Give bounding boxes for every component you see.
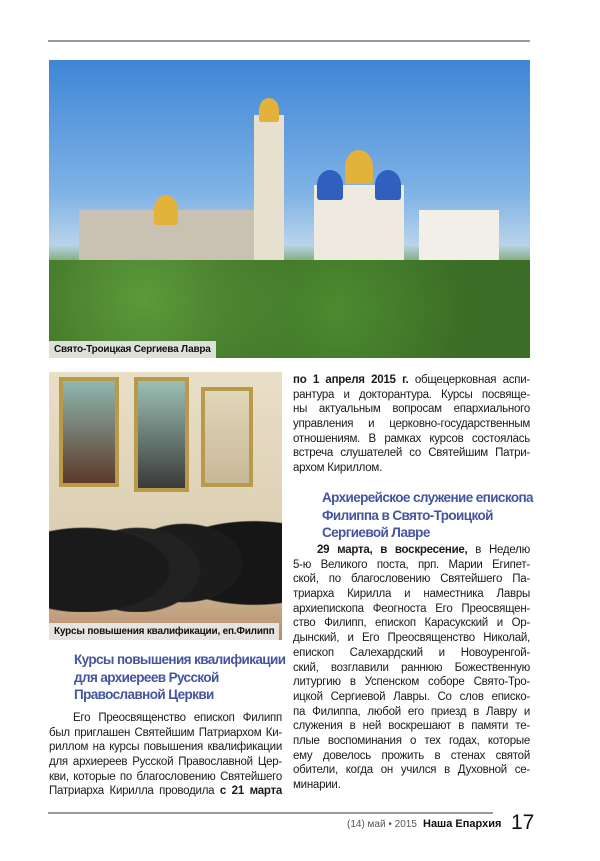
issue-date: (14) май • 2015 [347,819,417,830]
text-line [293,690,530,705]
blue-dome [375,170,401,200]
text-line [49,711,282,726]
text: ны актуальным вопросам епархиального [293,403,530,416]
text-line [293,432,530,447]
text: встреча слушателей со Святейшим Патри- [293,447,530,460]
text-line [293,734,530,749]
text-line [293,616,530,631]
magazine-name: Наша Епархия [423,818,502,830]
article-heading-line: Филиппа в Свято-Троицкой [322,507,493,523]
bold-text: по 1 апреля 2015 г. [293,374,409,386]
text: ский, возглавили раннюю Божественную [293,661,530,674]
article-heading-line: Курсы повышения квалификации [74,652,286,667]
text: архом Кириллом. [293,462,383,475]
clergy-figures [49,472,282,612]
text: ство Филипп, епископ Карасукский и Ор- [293,617,530,630]
text: отношениям. В рамках курсов состоялась [293,432,530,445]
text: па Филиппа, любой его приезд в Лавру и [293,705,530,718]
text-line [49,740,282,755]
text: для архиереев Русской Православной Цер- [49,756,282,769]
bottom-rule [48,812,493,814]
icon-christ [59,377,119,487]
blue-dome [317,170,343,200]
text: кви, которые по благословению Святейшего [49,770,282,783]
text-line [293,661,530,676]
text: был приглашен Святейшим Патриархом Ки- [49,726,282,739]
text-line [293,417,530,432]
text: общецерковная аспи- [408,374,530,386]
text-line [293,587,530,602]
article1-body-left [49,711,282,799]
text: Его Преосвященство епископ Филипп [73,712,282,724]
text: епископ Салехардский и Новоуренгой- [293,646,530,659]
text: минарии. [293,779,341,791]
text-line [49,755,282,770]
text-line [293,558,530,573]
text-line [293,646,530,661]
text-line [49,726,282,741]
article-heading-line: Архиерейское служение епископа [322,490,533,505]
text: в Неделю [467,544,530,556]
text-line [293,446,530,461]
text: риллом на курсы повышения квалификации [49,741,282,754]
page-number: 17 [511,811,535,834]
text-line [293,719,530,734]
article-heading-line: Православной Церкви [74,687,214,702]
text: плые воспоминания о тех годах, которые [293,734,530,747]
photo-caption: Свято-Троицкая Сергиева Лавра [49,341,216,358]
text-line [293,749,530,764]
article1-body-right [293,373,530,476]
text: литургию в Успенском соборе Свято-Тро- [293,676,530,689]
photo-caption: Курсы повышения квалификации, еп.Филипп [49,623,279,640]
bold-text: 29 марта, в воскресение, [317,544,468,556]
gold-dome [259,98,279,122]
gold-dome [345,150,373,184]
text: ицкой Сергиевой Лавры. Со слов еписко- [293,690,530,703]
text-line [293,675,530,690]
article-heading-line: Сергиевой Лавре [322,525,430,540]
text: ской, по благословению Святейшего Па- [293,573,530,586]
top-rule [48,40,530,42]
text-line [293,631,530,646]
text-line [293,778,530,793]
article2-body [293,543,530,793]
text-line [293,572,530,587]
text-line [49,770,282,785]
building [79,210,279,260]
text: 5-ю Великого поста, прп. Марии Египет- [293,558,530,571]
bell-tower [254,115,284,265]
text: рантура и докторантура. Курсы посвяще- [293,388,530,401]
text: дынский, и Его Преосвященство Николай, [293,632,530,645]
lavra-photo [49,60,530,358]
text: Патриарха Кирилла проводила [49,785,220,798]
text-line [293,388,530,403]
article2-heading [322,489,533,542]
text: ему довелось прожить в стенах святой [293,749,530,762]
text: служения в ней воскрешают в памяти те- [293,720,530,733]
text: триарха Кирилла и наместника Лавры [293,588,530,601]
text: управления и церковно-государственным [293,418,530,431]
text-line [293,705,530,720]
text-line [293,602,530,617]
text-line [293,402,530,417]
text-line [293,543,530,558]
bold-text: с 21 марта [219,785,282,798]
article1-heading [74,651,285,704]
gold-dome [154,195,178,225]
text-line [49,784,282,799]
course-photo [49,372,282,640]
article-heading-line: для архиереев Русской [74,669,219,685]
text-line [293,763,530,778]
text: архиепископа Феогноста Его Преосвящен- [293,602,530,615]
text: обители, когда он учился в Духовной се- [293,764,530,777]
text-line [293,373,530,388]
text-line [293,461,530,476]
